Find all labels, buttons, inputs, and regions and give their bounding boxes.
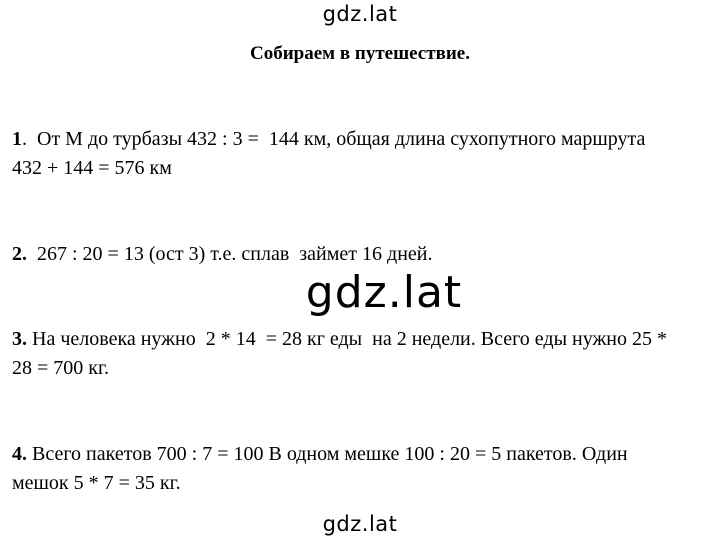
task-4-number: 4. [12,443,27,465]
task-1-text-line2: 432 + 144 = 576 км [12,157,172,179]
watermark-bottom: gdz.lat [322,512,398,536]
watermark-middle: gdz.lat [294,266,474,320]
task-4 [12,440,712,498]
task-1 [12,125,712,183]
task-1-text-line1: От М до турбазы 432 : 3 = 144 км, общая длина сухопутного маршрута [27,128,646,150]
task-3-text-line2: 28 = 700 кг. [12,357,109,379]
task-2-number: 2. [12,243,27,265]
task-2 [12,240,712,269]
task-3-number: 3. [12,328,27,350]
watermark-top: gdz.lat [322,2,398,26]
task-3-text-line1: На человека нужно 2 * 14 = 28 кг еды на 2 недели. Всего еды нужно 25 * [27,328,667,350]
task-4-text-line1: Всего пакетов 700 : 7 = 100 В одном мешке 100 : 20 = 5 пакетов. Один [27,443,628,465]
page-title: Собираем в путешествие. [250,43,470,64]
task-3 [12,325,712,383]
task-1-number-dot: . [22,128,27,150]
task-2-text: 267 : 20 = 13 (ост 3) т.е. сплав займет 16 дней. [27,243,433,265]
task-4-text-line2: мешок 5 * 7 = 35 кг. [12,472,181,494]
task-1-number: 1 [12,128,22,150]
